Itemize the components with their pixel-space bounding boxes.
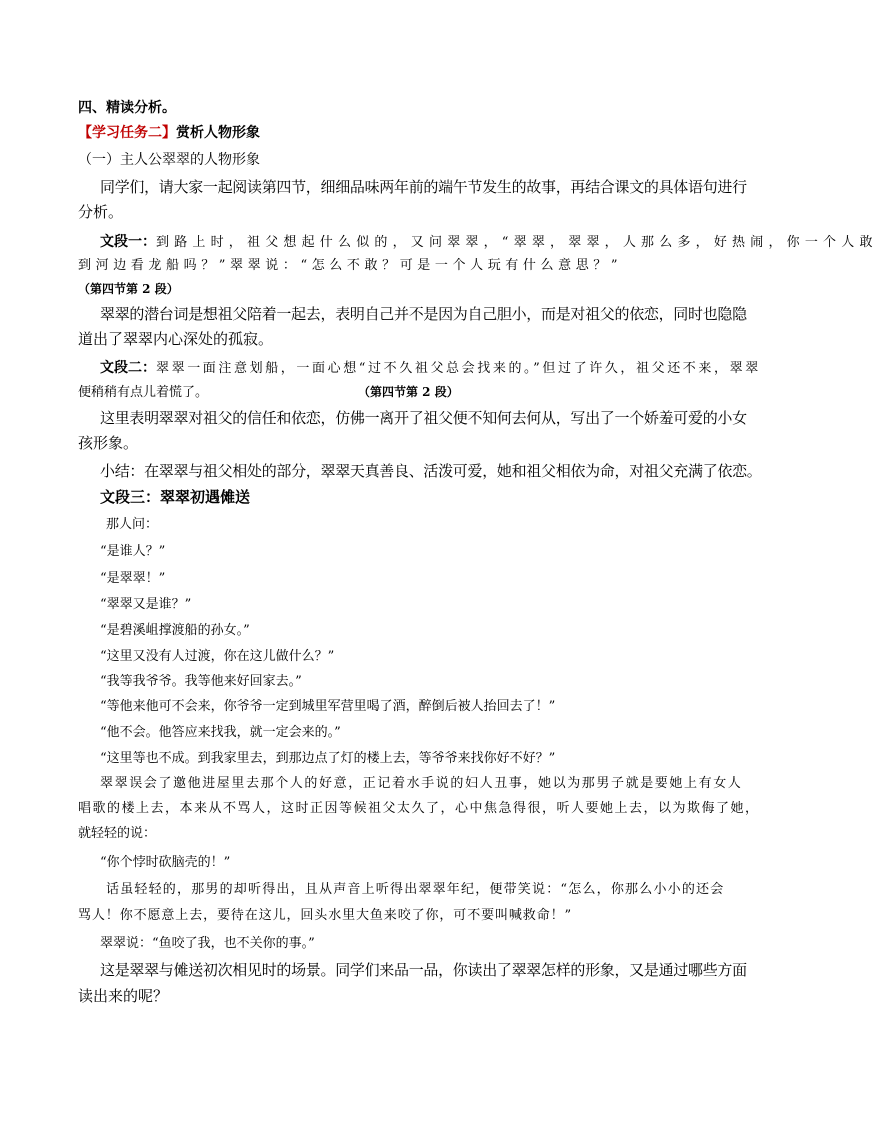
task-label: 【学习任务二】 xyxy=(78,125,176,141)
passage-1-line-1: 文段一：到路上时，祖父想起什么似的，又问翠翠，“翠翠，翠翠，人那么多，好热闹，你一个人敢 xyxy=(100,234,878,250)
dialogue-line: “是谁人？” xyxy=(100,544,166,559)
dialogue-line: 那人问： xyxy=(106,517,159,532)
passage-1-line-2: 到河边看龙船吗？”翠翠说：“怎么不敢？可是一个人玩有什么意思？” xyxy=(78,258,623,273)
analysis-2-line-2: 孩形象。 xyxy=(78,434,139,452)
narration-1-line-1: 翠翠误会了邀他进屋里去那个人的好意，正记着水手说的妇人丑事，她以为那男子就是要她上有女人 xyxy=(100,776,743,791)
dialogue-line: “我等我爷爷。我等他来好回家去。” xyxy=(100,674,302,689)
summary: 小结：在翠翠与祖父相处的部分，翠翠天真善良、活泼可爱，她和祖父相依为命，对祖父充满了依恋。 xyxy=(100,462,762,480)
final-question-line-1: 这是翠翠与傩送初次相见时的场景。同学们来品一品，你读出了翠翠怎样的形象，又是通过哪些方面 xyxy=(100,961,747,979)
intro-line-2: 分析。 xyxy=(78,203,124,221)
passage-2-line-1: 文段二：翠翠一面注意划船，一面心想“过不久祖父总会找来的。”但过了许久，祖父还不来，翠翠 xyxy=(100,360,761,376)
passage-3-title: 文段三：翠翠初遇傩送 xyxy=(100,488,251,506)
dialogue-line: “这里等也不成。到我家里去，到那边点了灯的楼上去，等爷爷来找你好不好？” xyxy=(100,751,556,766)
dialogue-line: “是碧溪岨撑渡船的孙女。” xyxy=(100,623,250,638)
section-heading: 四、精读分析。 xyxy=(78,100,176,116)
passage-2-line-2: 便稍稍有点儿着慌了。 xyxy=(78,385,209,400)
dialogue-line: “等他来他可不会来，你爷爷一定到城里军营里喝了酒，醉倒后被人抬回去了！” xyxy=(100,699,556,714)
subsection-heading: （一）主人公翠翠的人物形象 xyxy=(78,152,260,168)
quote-1: “你个悖时砍脑壳的！” xyxy=(100,855,231,870)
analysis-1-line-2: 道出了翠翠内心深处的孤寂。 xyxy=(78,330,274,348)
passage-2-source: （第四节第 2 段） xyxy=(358,385,459,399)
narration-1-line-2: 唱歌的楼上去，本来从不骂人，这时正因等候祖父太久了，心中焦急得很，听人要她上去，以为欺侮了她， xyxy=(78,801,760,816)
narration-1-line-3: 就轻轻的说： xyxy=(78,826,157,841)
task-title: 赏析人物形象 xyxy=(176,125,260,141)
analysis-1-line-1: 翠翠的潜台词是想祖父陪着一起去，表明自己并不是因为自己胆小，而是对祖父的依恋，同时也隐隐 xyxy=(100,305,747,323)
narration-2-line-1: 话虽轻轻的，那男的却听得出，且从声音上听得出翠翠年纪，便带笑说：“怎么，你那么小小的还会 xyxy=(106,882,725,897)
passage-1-label: 文段一： xyxy=(100,234,156,250)
narration-3: 翠翠说：“鱼咬了我，也不关你的事。” xyxy=(100,936,315,951)
dialogue-line: “这里又没有人过渡，你在这儿做什么？” xyxy=(100,649,335,664)
dialogue-line: “他不会。他答应来找我，就一定会来的。” xyxy=(100,725,341,740)
passage-2-label: 文段二： xyxy=(100,360,156,376)
dialogue-line: “翠翠又是谁？” xyxy=(100,597,192,612)
narration-2-line-2: 骂人！你不愿意上去，要待在这儿，回头水里大鱼来咬了你，可不要叫喊救命！” xyxy=(78,908,573,923)
final-question-line-2: 读出来的呢？ xyxy=(78,987,169,1005)
dialogue-line: “是翠翠！” xyxy=(100,571,166,586)
analysis-2-line-1: 这里表明翠翠对祖父的信任和依恋，仿佛一离开了祖父便不知何去何从，写出了一个娇羞可爱的小女 xyxy=(100,409,747,427)
task-heading xyxy=(78,126,260,140)
intro-line-1: 同学们，请大家一起阅读第四节，细细品味两年前的端午节发生的故事，再结合课文的具体语句进行 xyxy=(100,178,747,196)
passage-1-source: （第四节第 2 段） xyxy=(78,282,179,296)
